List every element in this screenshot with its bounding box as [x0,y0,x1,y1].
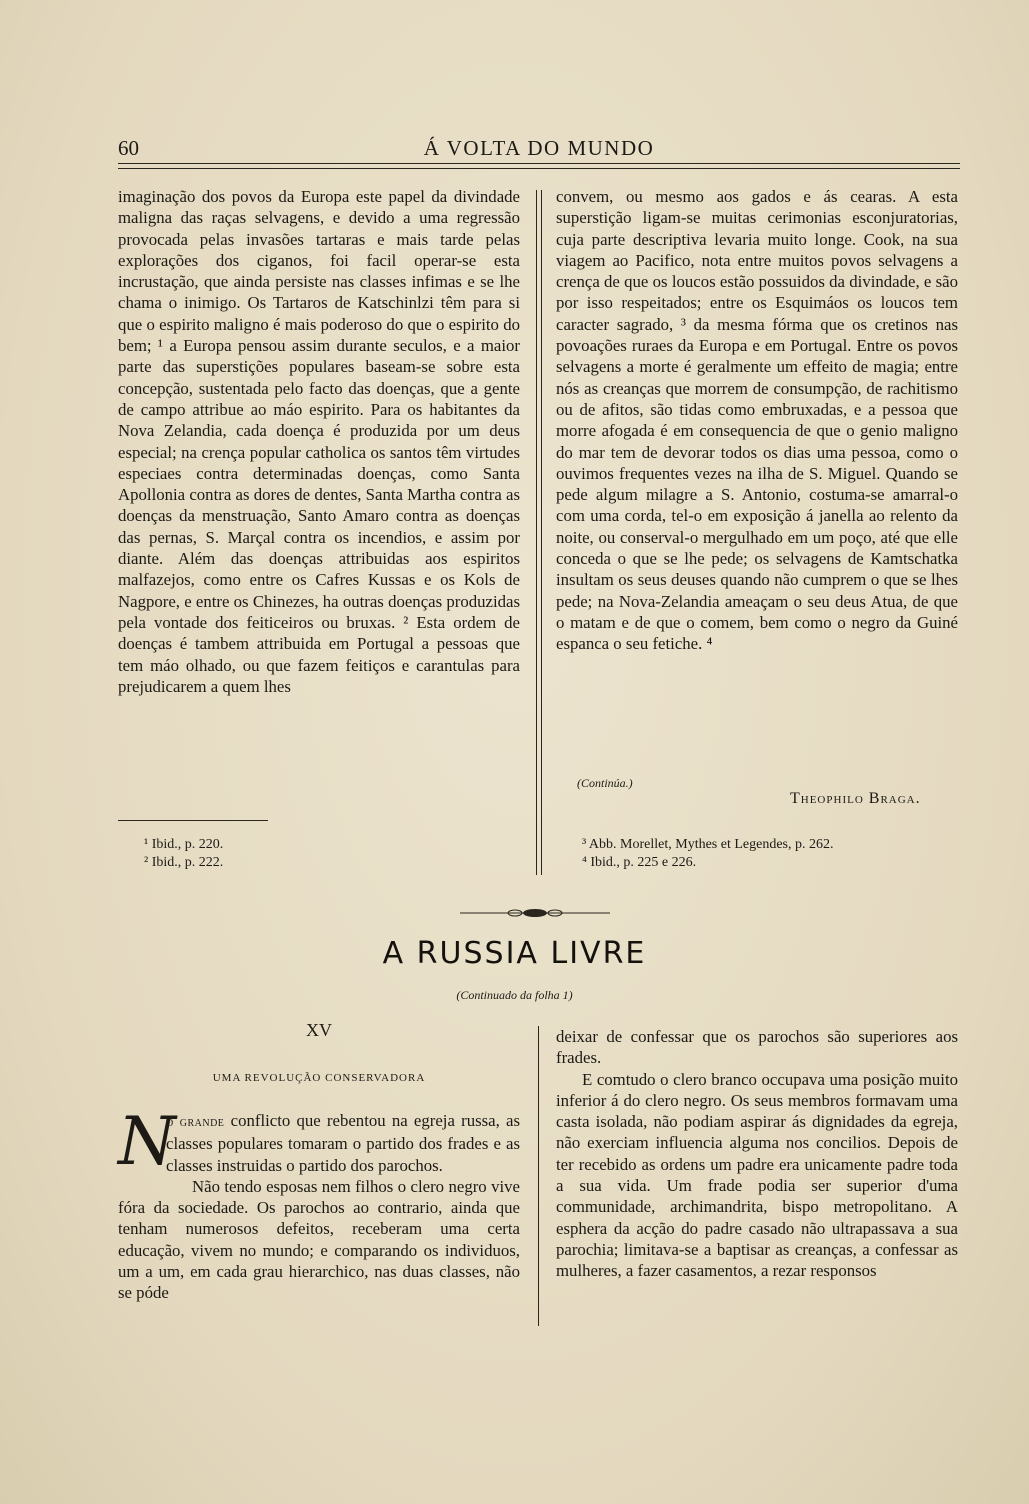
footnote-rule [118,820,268,821]
footnote: ³ Abb. Morellet, Mythes et Legendes, p. 262. [582,837,834,852]
footnote: ¹ Ibid., p. 220. [144,837,224,852]
footnotes-left [144,836,223,872]
article2-paragraph: Não tendo esposas nem filhos o clero negro vive fóra da sociedade. Os parochos ao contrario, ainda que tenham numerosos defeitos, receberam uma certa educação, vivem no mundo; e comparando os individuos, um a um, em cada grau hierarchico, nas duas classes, não se póde [118,1176,520,1303]
article2-paragraph [118,1103,520,1180]
article1-paragraph: imaginação dos povos da Europa este papel da divindade maligna das raças selvagens, e devido a uma regressão provocada pelas invasões tartaras e mais tarde pelas explorações dos ciganos, foi facil operar-se esta incrustação, que ainda persiste nas classes infimas e se lhe chama o inimigo. Os Tartaros de Katschinlzi têm para si que o espirito maligno é mais poderoso do que o espirito do bem; ¹ a Europa pensou assim durante seculos, e a maior parte das superstições populares baseam-se sobre esta concepção, sustentada pelo facto das doenças, que a gente de campo attribue ao máo espirito. Para os habitantes da Nova Zelandia, cada doença é produzida por um deus especial; na crença popular catholica os santos têm virtudes especiaes contra determinadas doenças, como Santa Apollonia contra as dores de dentes, Santa Martha contra as doenças da menstruação, Santo Amaro contra as doenças das pernas, S. Marçal contra os incendios, e assim por diante. Além das doenças attribuidas aos espiritos malfazejos, como entre os Cafres Kussas e os Kols de Nagpore, e entre os Chinezes, ha outras doenças produzidas pela vontade dos feiticeiros ou bruxas. ² Esta ordem de doenças é tambem attribuida em Portugal a pessoas que tem máo olhado, ou que fazem feitiços e carantulas para prejudicarem a quem lhes [118,187,520,696]
article-title: A RUSSIA LIVRE [382,936,647,971]
page-header [118,134,960,164]
author-signature: Theophilo Braga. [790,790,921,807]
column-divider [536,190,537,875]
chapter-number: XV [306,1020,332,1040]
continued-note: (Continúa.) [577,776,633,790]
footnotes-right [582,836,834,872]
header-rule-thin [118,168,960,169]
page-number: 60 [118,136,139,160]
article-subtitle: (Continuado da folha 1) [456,988,573,1002]
ornament-divider [460,906,610,920]
drop-cap: N [118,1103,176,1180]
journal-title: Á VOLTA DO MUNDO [423,136,655,160]
article2-paragraph: E comtudo o clero branco occupava uma posição muito inferior á do clero negro. Os seus membros formavam uma casta isolada, não podiam aspirar ás dignidades da egreja, não exerciam influencia alguma nos concilios. Depois de ter recebido as ordens um padre era unicamente padre toda a sua vida. Um frade podia ser superior d'uma communidade, archimandrita, bispo metropolitano. A esphera da acção do padre casado não ultrapassava a sua parochia; limitava-se a baptisar as creanças, a confessar as mulheres, a fazer casamentos, a rezar responsos [556,1069,958,1281]
article2-column-right [556,1026,958,1282]
article2-paragraph: deixar de confessar que os parochos são superiores aos frades. [556,1027,958,1068]
article2-column-left [118,1103,520,1304]
footnote: ⁴ Ibid., p. 225 e 226. [582,855,697,870]
column-divider [538,1026,539,1326]
column-divider [541,190,542,875]
article1-column-right [556,186,958,655]
article1-paragraph: convem, ou mesmo aos gados e ás cearas. A esta superstição ligam-se muitas cerimonias esconjuratorias, cuja parte descriptiva levaria muito longe. Cook, na sua viagem ao Pacifico, nota entre muitos povos selvagens a crença de que os loucos estão possuidos da divindade, e são por isso respeitados; entre os Esquimáos os loucos tem caracter sagrado, ³ da mesma fórma que os cretinos nas povoações ruraes da Europa e em Portugal. Entre os povos selvagens a morte é geralmente um effeito de magia; entre nós as creanças que morrem de consumpção, de rachitismo ou de afitos, são tidas como embruxadas, e a pessoa que morre afogada é em consequencia de que o genio maligno do mar tem de devorar todos os dias uma pessoa, como o ouvimos frequentes vezes na ilha de S. Miguel. Quando se pede algum milagre a S. Antonio, costuma-se amarral-o com uma corda, tel-o em exposição á janella ao relento da noite, ou conserval-o mergulhado em um poço, até que elle conceda o que se lhe pede; os selvagens de Kamtschatka insultam os seus deuses quando não cumprem o que se lhes pede; na Nova-Zelandia ameaçam o seu deus Atua, de que o matam e de que o comem, bem como o negro da Guiné espanca o seu fetiche. ⁴ [556,187,958,654]
lead-words: o grande [166,1115,225,1130]
chapter-title: UMA REVOLUÇÃO CONSERVADORA [212,1072,426,1084]
footnote: ² Ibid., p. 222. [144,855,224,870]
header-rule [118,163,960,164]
article1-column-left [118,186,520,697]
paragraph-text: conflicto que rebentou na egreja russa, as classes populares tomaram o partido dos frades e as classes instruidas o partido dos parochos. [166,1111,520,1175]
